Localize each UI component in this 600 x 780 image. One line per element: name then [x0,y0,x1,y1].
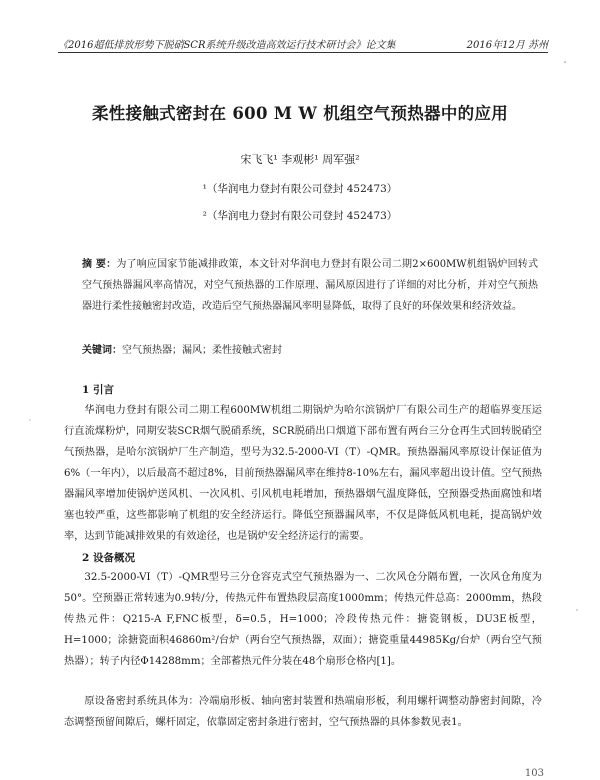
author-list: 宋飞飞¹ 李观彬¹ 周军强² [240,153,360,166]
section-heading-equipment: 2 设备概况 [82,552,135,564]
keywords-text: 空气预热器；漏风；柔性接触式密封 [122,345,282,356]
abstract [82,254,538,317]
keywords [82,341,538,356]
paper-title: 柔性接触式密封在 600 M W 机组空气预热器中的应用 [91,104,509,123]
header-rule [58,52,548,53]
affiliation-1: ¹（华润电力登封有限公司登封 452473） [202,183,398,195]
running-header-title: 《2016超低排放形势下脱硝SCR系统升级改造高效运行技术研讨会》论文集 [58,40,396,51]
abstract-text: 为了响应国家节能减排政策，本文针对华润电力登封有限公司二期2×600MW机组锅炉回转式空气预热器漏风率高情况，对空气预热器的工作原理、漏风原因进行了详细的对比分析，并对空气预热器进行柔性接触密封改造，改造后空气预热器漏风率明显降低，取得了良好的环保效果和经济效益。 [82,259,538,312]
running-header [58,36,548,51]
affiliation-2: ²（华润电力登封有限公司登封 452473） [202,210,398,222]
paragraph-equipment-specs: 32.5-2000-VI（T）-QMR型号三分仓容克式空气预热器为一、二次风仓分隔布置，一次风仓角度为50°。空预器正常转速为0.9转/分，传热元件布置热段层高度1000mm；传热元件总高：2000mm，热段传热元件：Q215-A F,FNC板型，δ=0.5，H=1000；冷段传热元件：搪瓷钢板，DU3E板型，H=1000；涂搪瓷面积46860m²/台炉（两台空气预热器，双面）；搪瓷重量44985Kg/台炉（两台空气预热器）；转子内径Φ14288mm；全部蓄热元件分装在48个扇形仓格内[1]。 [64,572,542,667]
abstract-label: 摘 要： [82,259,117,270]
keywords-label: 关键词： [82,345,122,356]
section-heading-introduction: 1 引言 [82,384,114,396]
paragraph-introduction: 华润电力登封有限公司二期工程600MW机组二期锅炉为哈尔滨锅炉厂有限公司生产的超临界变压运行直流煤粉炉，同期安装SCR烟气脱硝系统，SCR脱硝出口烟道下部布置有两台三分仓再生式回转脱硝空气预热器，是哈尔滨锅炉厂生产制造，型号为32.5-2000-VI（T）-QMR。预热器漏风率原设计保证值为6%（一年内），以后最高不超过8%，目前预热器漏风率在维持8-10%左右，漏风率超出设计值。空气预热器漏风率增加使锅炉送风机、一次风机、引风机电耗增加，预热器烟气温度降低，空预器受热面腐蚀和堵塞也较严重，这些都影响了机组的安全经济运行。降低空预器漏风率，不仅是降低风机电耗，提高锅炉效率，达到节能减排效果的有效途径，也是锅炉安全经济运行的需要。 [64,405,542,542]
paragraph-sealing-system: 原设备密封系统具体为：冷端扇形板、轴向密封装置和热端扇形板，利用螺杆调整动静密封间隙，冷态调整预留间隙后，螺杆固定，依靠固定密封条进行密封，空气预热器的具体参数见表1。 [64,696,542,728]
page-number: 103 [524,768,544,779]
running-header-date: 2016年12月 苏州 [466,40,548,51]
